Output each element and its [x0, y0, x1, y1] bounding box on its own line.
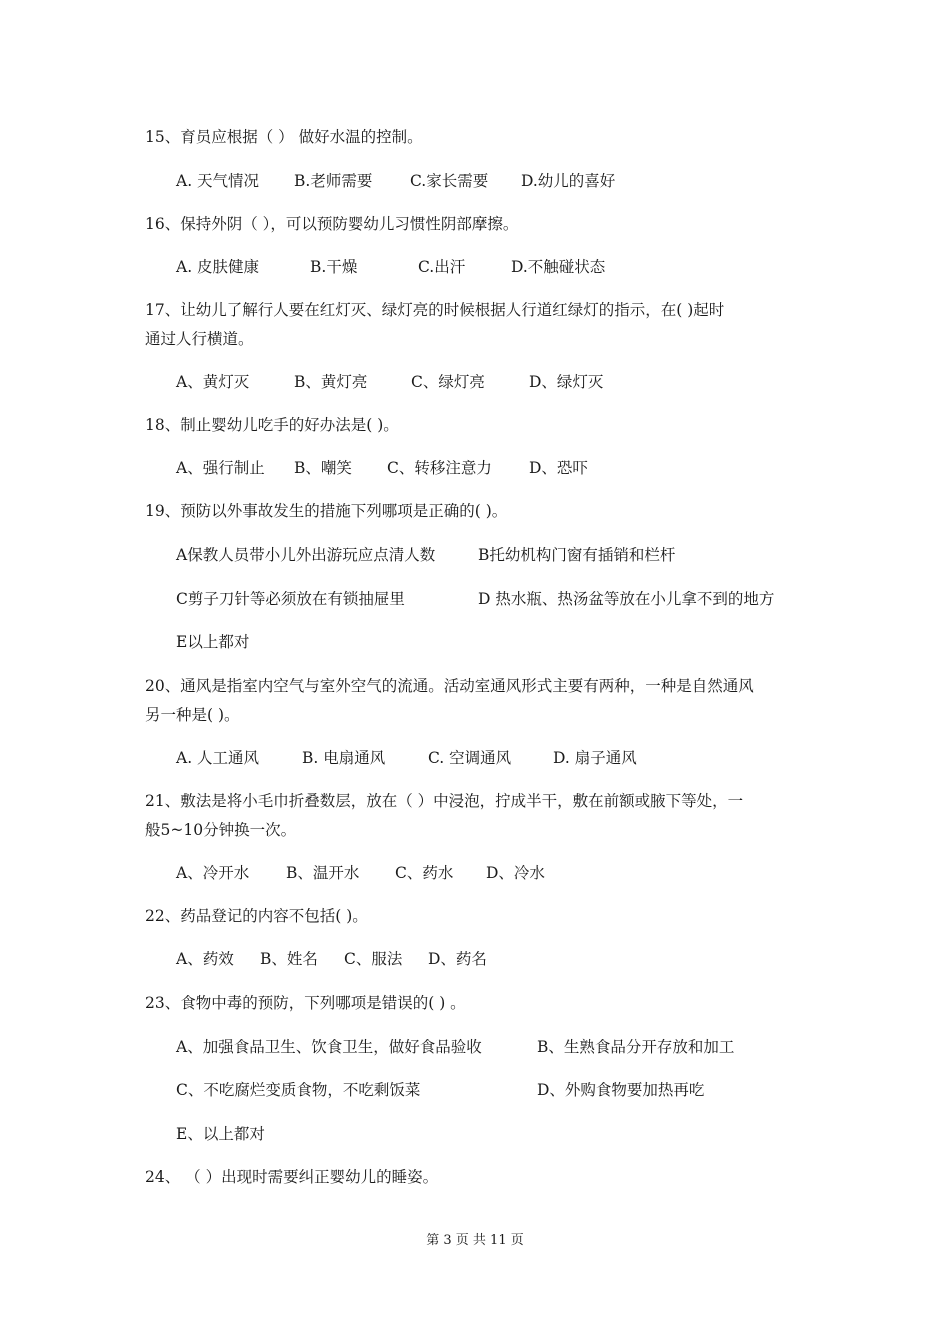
- option: E以上都对: [176, 633, 250, 651]
- option: D、绿灯灭: [529, 373, 604, 391]
- option: E、以上都对: [176, 1125, 265, 1143]
- question-21-cont: 般5~10分钟换一次。: [145, 821, 297, 839]
- question-18: 18、制止婴幼儿吃手的好办法是( )。: [145, 416, 399, 434]
- option: A. 皮肤健康: [176, 258, 260, 276]
- question-17: 17、让幼儿了解行人要在红灯灭、绿灯亮的时候根据人行道红绿灯的指示，在( )起时: [145, 301, 725, 319]
- page-footer: 第 3 页 共 11 页: [426, 1233, 524, 1248]
- question-21: 21、敷法是将小毛巾折叠数层，放在（ ）中浸泡，拧成半干，敷在前额或腋下等处，一: [145, 792, 744, 810]
- option: B.老师需要: [294, 172, 373, 190]
- option: B. 电扇通风: [302, 749, 386, 767]
- question-24: 24、 （ ）出现时需要纠正婴幼儿的睡姿。: [145, 1168, 439, 1186]
- option: D、冷水: [486, 864, 545, 882]
- option: D. 扇子通风: [553, 749, 637, 767]
- option: C、药水: [395, 864, 454, 882]
- question-20-cont: 另一种是( )。: [145, 706, 240, 724]
- option: D、药名: [428, 950, 487, 968]
- option: D、外购食物要加热再吃: [537, 1081, 705, 1099]
- option: B、姓名: [260, 950, 318, 968]
- option: C、服法: [344, 950, 403, 968]
- option: C、不吃腐烂变质食物，不吃剩饭菜: [176, 1081, 421, 1099]
- option: A、加强食品卫生、饮食卫生，做好食品验收: [176, 1038, 482, 1056]
- option: B.干燥: [310, 258, 358, 276]
- option: C.家长需要: [410, 172, 489, 190]
- option: A、强行制止: [176, 459, 265, 477]
- option: C、转移注意力: [387, 459, 492, 477]
- option: B、温开水: [286, 864, 360, 882]
- option: D.不触碰状态: [511, 258, 606, 276]
- question-22: 22、药品登记的内容不包括( )。: [145, 907, 368, 925]
- option: A保教人员带小儿外出游玩应点清人数: [176, 546, 436, 564]
- option: A、冷开水: [176, 864, 250, 882]
- question-20: 20、通风是指室内空气与室外空气的流通。活动室通风形式主要有两种，一种是自然通风: [145, 677, 754, 695]
- option: C剪子刀针等必须放在有锁抽屉里: [176, 590, 405, 608]
- option: A. 人工通风: [176, 749, 260, 767]
- question-17-cont: 通过人行横道。: [145, 330, 254, 348]
- option: A、药效: [176, 950, 234, 968]
- question-19: 19、预防以外事故发生的措施下列哪项是正确的( )。: [145, 502, 508, 520]
- option: B、黄灯亮: [294, 373, 368, 391]
- option: B、嘲笑: [294, 459, 352, 477]
- option: C. 空调通风: [428, 749, 512, 767]
- option: A、黄灯灭: [176, 373, 250, 391]
- question-16: 16、保持外阴（ ），可以预防婴幼儿习惯性阴部摩擦。: [145, 215, 519, 233]
- question-23: 23、食物中毒的预防，下列哪项是错误的( ) 。: [145, 994, 466, 1012]
- option: C.出汗: [418, 258, 466, 276]
- option: D、恐吓: [529, 459, 588, 477]
- option: D.幼儿的喜好: [521, 172, 616, 190]
- option: C、绿灯亮: [411, 373, 485, 391]
- question-15: 15、育员应根据（ ） 做好水温的控制。: [145, 128, 423, 146]
- option: B托幼机构门窗有插销和栏杆: [478, 546, 676, 564]
- option: D 热水瓶、热汤盆等放在小儿拿不到的地方: [478, 590, 775, 608]
- option: B、生熟食品分开存放和加工: [537, 1038, 735, 1056]
- option: A. 天气情况: [176, 172, 260, 190]
